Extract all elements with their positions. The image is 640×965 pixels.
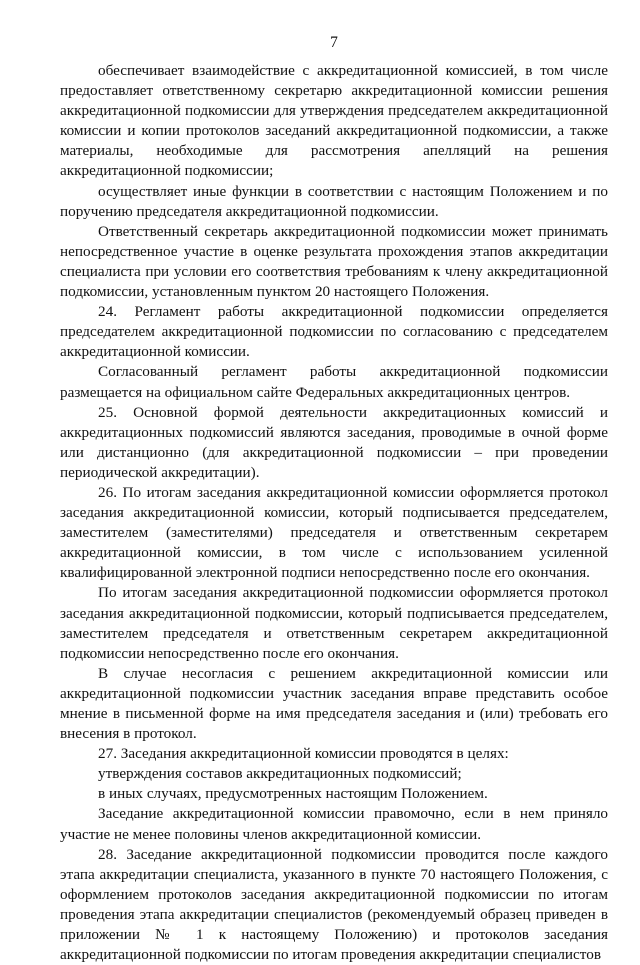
document-page xyxy=(60,34,608,965)
paragraph-quorum: Заседание аккредитационной комиссии правомочно, если в нем приняло участие не менее половины членов аккредитационной комиссии. xyxy=(60,805,608,843)
paragraph-item-25: 25. Основной формой деятельности аккредитационных комиссий и аккредитационных подкомиссий являются заседания, проводимые в очной форме или дистанционно (для аккредитационной подкомиссии – при проведении периодической аккредитации). xyxy=(60,403,608,481)
paragraph-item-24: 24. Регламент работы аккредитационной подкомиссии определяется председателем аккредитационной подкомиссии по согласованию с председателем аккредитационной комиссии. xyxy=(60,303,608,361)
paragraph-other-functions: осуществляет иные функции в соответствии с настоящим Положением и по поручению председателя аккредитационной подкомиссии. xyxy=(60,182,608,220)
paragraph-item-27: 27. Заседания аккредитационной комиссии проводятся в целях: xyxy=(98,745,509,763)
paragraph-approval-of-compositions: утверждения составов аккредитационных подкомиссий; xyxy=(98,765,462,783)
paragraph-item-26: 26. По итогам заседания аккредитационной комиссии оформляется протокол заседания аккредитационной комиссии, который подписывается председателем, заместителем (заместителями) председателя и ответственным секретарем аккредитационной комиссии, в том числе с использованием усиленной квалифицированной электронной подписи непосредственно после его окончания. xyxy=(60,483,608,582)
paragraph-subcommission-protocol: По итогам заседания аккредитационной подкомиссии оформляется протокол заседания аккредитационной подкомиссии, который подписывается председателем, заместителем председателя и ответственным секретарем аккредитационной подкомиссии непосредственно после его окончания. xyxy=(60,584,608,662)
paragraph-other-cases: в иных случаях, предусмотренных настоящим Положением. xyxy=(98,785,488,803)
paragraph-interaction-duties: обеспечивает взаимодействие с аккредитационной комиссией, в том числе предоставляет ответственному секретарю аккредитационной комиссии решения аккредитационной подкомиссии для утверждения председателем аккредитационной комиссии и копии протоколов заседаний аккредитационной подкомиссии, а также материалы, необходимые для рассмотрения апелляций на решения аккредитационной подкомиссии; xyxy=(60,62,608,180)
paragraph-regulation-publication: Согласованный регламент работы аккредитационной подкомиссии размещается на официальном сайте Федеральных аккредитационных центров. xyxy=(60,363,608,401)
paragraph-item-28: 28. Заседание аккредитационной подкомиссии проводится после каждого этапа аккредитации специалиста, указанного в пункте 70 настоящего Положения, с оформлением протоколов заседания аккредитационной подкомиссии по итогам проведения этапа аккредитации специалистов (рекомендуемый образец приведен в приложении № 1 к настоящему Положению) и протоколов заседания аккредитационной подкомиссии по итогам проведения аккредитации специалистов xyxy=(60,845,608,964)
paragraph-secretary-participation: Ответственный секретарь аккредитационной подкомиссии может принимать непосредственное участие в оценке результата прохождения этапов аккредитации специалиста при условии его соответствия требованиям к члену аккредитационной подкомиссии, установленным пунктом 20 настоящего Положения. xyxy=(60,222,608,301)
page-number: 7 xyxy=(330,34,338,51)
paragraph-dissenting-opinion: В случае несогласия с решением аккредитационной комиссии или аккредитационной подкомиссии участник заседания вправе представить особое мнение в письменной форме на имя председателя заседания и (или) требовать его внесения в протокол. xyxy=(60,664,608,743)
